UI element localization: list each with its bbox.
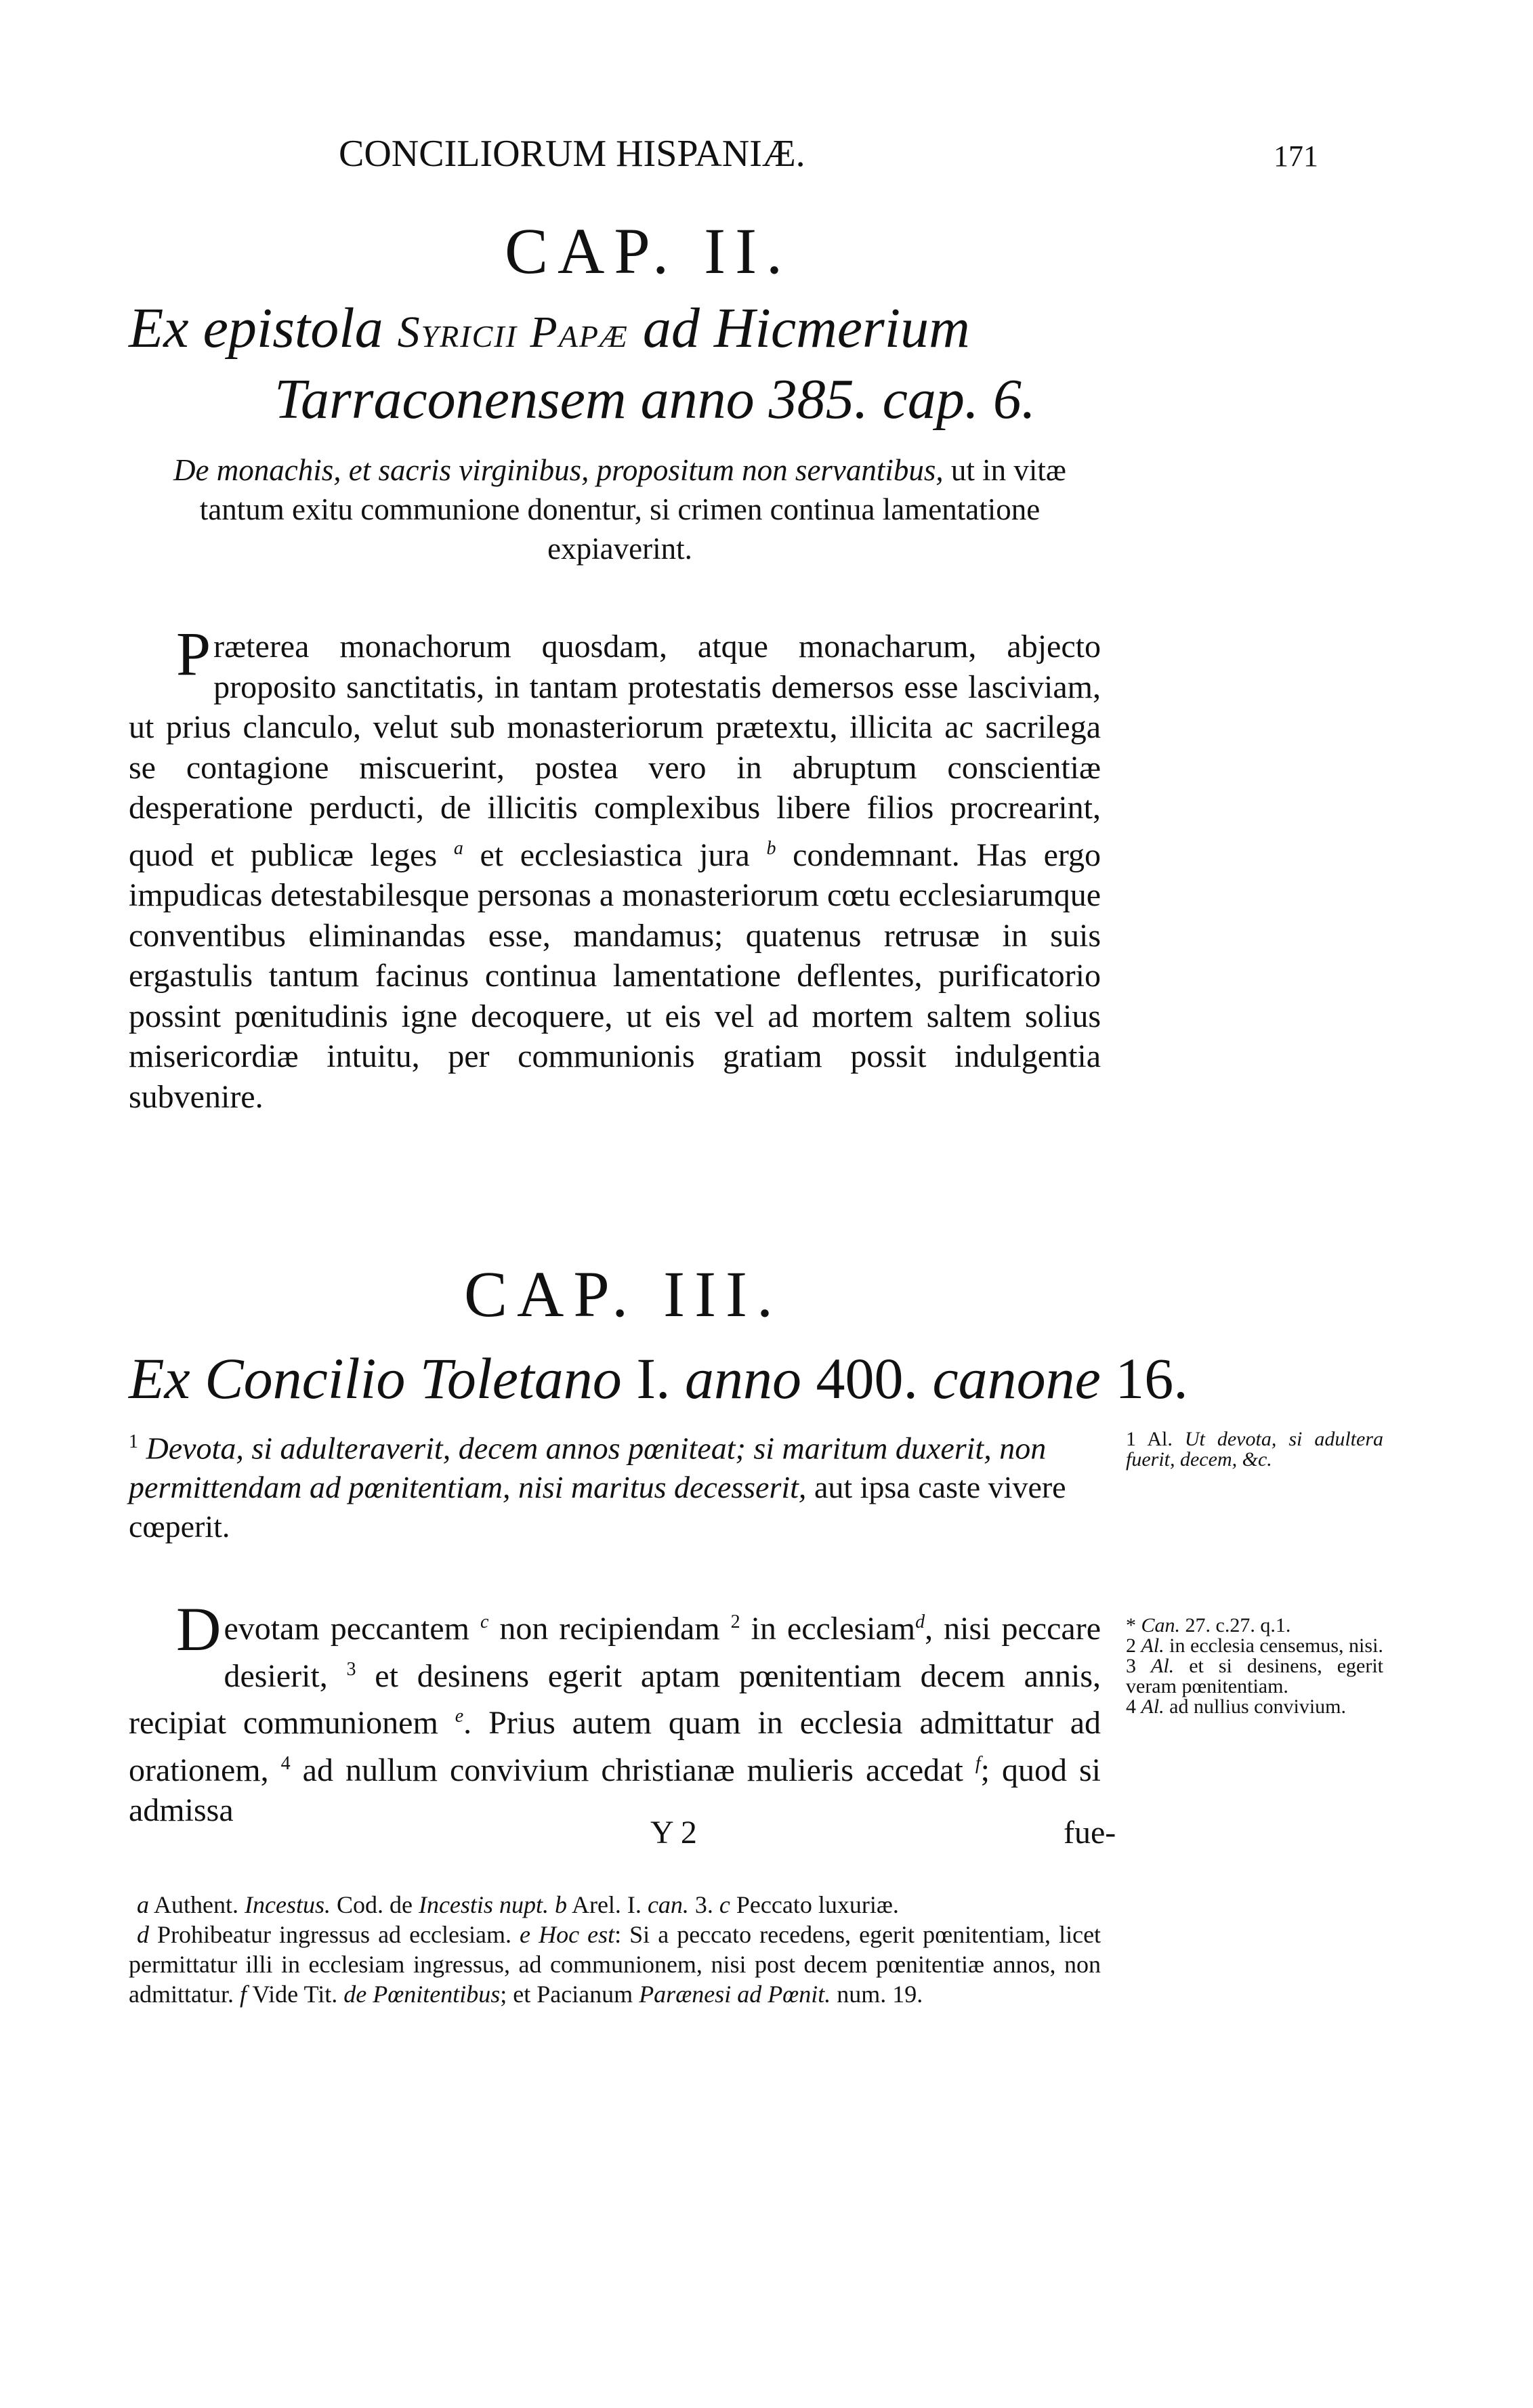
chapter-2-heading-line2: Tarraconensem anno 385. cap. 6. bbox=[274, 368, 1036, 431]
margin-note-number: 1 bbox=[1126, 1428, 1136, 1450]
chapter-2-heading-line1 bbox=[129, 295, 1145, 366]
canon-text bbox=[129, 1422, 1101, 1546]
body-text: ad nullum convivium christianæ mulieris accedat bbox=[302, 1752, 963, 1788]
footnote-text: Vide Tit. bbox=[252, 1981, 338, 2008]
footnote-text: can. bbox=[647, 1891, 689, 1918]
chapter-2-body bbox=[129, 619, 1101, 1117]
margin-note-2 bbox=[1126, 1636, 1383, 1656]
margin-ref-1[interactable]: 1 bbox=[129, 1431, 138, 1452]
footnote-ref-e[interactable]: e bbox=[455, 1706, 464, 1727]
canon-italic: Devota, si adulteraverit, decem annos pœniteat; si maritum duxerit, non permittendam ad pœnitentiam, nisi maritus decesserit, bbox=[129, 1431, 1047, 1505]
chapter-3-body bbox=[129, 1594, 1101, 1831]
body-text: condemnant. Has ergo impudicas detestabilesque personas a monasteriorum cœtu ecclesiarumque conventibus eliminandas esse, mandamus; quatenus retrusæ in suis ergastulis tantum facinus continua lamentatione deflentes, purificatorio possint pœnitudinis igne decoquere, ut eis vel ad mortem saltem solius misericordiæ intuitu, per communionis gratiam possit indulgentia subvenire. bbox=[129, 837, 1101, 1115]
footnotes bbox=[129, 1890, 1101, 2009]
margin-ref-2[interactable]: 2 bbox=[730, 1611, 740, 1632]
footnote-text: Incestus. bbox=[245, 1891, 331, 1918]
margin-ref-4[interactable]: 4 bbox=[280, 1752, 291, 1774]
footnote-text: Parænesi ad Pœnit. bbox=[639, 1981, 831, 2008]
footnote-ref-a[interactable]: a bbox=[453, 837, 463, 859]
margin-note-canon-ref bbox=[1126, 1615, 1383, 1636]
chapter-2-summary bbox=[129, 450, 1111, 568]
margin-note-text: ad nullius convivium. bbox=[1169, 1695, 1346, 1718]
footnote-text: num. 19. bbox=[837, 1981, 923, 2008]
footnote-text: : Si a peccato recedens, egerit pœnitentiam, licet permittatur illi in ecclesiam ingressus, ad communionem, nisi post decem pœnitentiæ annos, non admittatur. bbox=[129, 1921, 1101, 2008]
heading-roman-num: I. bbox=[636, 1346, 671, 1411]
page-number: 171 bbox=[1274, 140, 1318, 173]
footnote-text: Cod. de bbox=[336, 1891, 413, 1918]
footnote-text: Peccato luxuriæ. bbox=[736, 1891, 899, 1918]
body-text: non recipiendam bbox=[499, 1611, 720, 1647]
margin-note-number: 3 bbox=[1126, 1655, 1136, 1677]
margin-note-al: Al. bbox=[1147, 1428, 1173, 1450]
margin-note-al: Al. bbox=[1141, 1634, 1164, 1657]
footnote-ref-b[interactable]: b bbox=[766, 837, 776, 859]
footnote-ref-c[interactable]: c bbox=[480, 1611, 489, 1632]
body-text: ; quod si admissa bbox=[129, 1752, 1101, 1828]
body-text: et desinens egerit aptam pœnitentiam decem annis, recipiat communionem bbox=[129, 1657, 1101, 1741]
heading-text: anno bbox=[684, 1346, 801, 1411]
footnote-mark-d: d bbox=[137, 1921, 149, 1948]
chapter-2-label: CAP. II. bbox=[505, 215, 793, 287]
footnote-text: Hoc est bbox=[539, 1921, 615, 1948]
margin-note-text: Ut devota, si adultera fuerit, decem, &c. bbox=[1126, 1428, 1383, 1471]
heading-text: canone bbox=[932, 1346, 1101, 1411]
body-text: , nisi peccare desierit, bbox=[224, 1611, 1101, 1694]
heading-text: Ex Concilio Toletano bbox=[129, 1346, 622, 1411]
heading-year: 400. bbox=[816, 1346, 918, 1411]
footnote-mark-b: b bbox=[554, 1891, 567, 1918]
summary-roman: ut in vitæ tantum exitu communione donentur, si crimen continua lamentatione expiaverint. bbox=[199, 453, 1066, 566]
margin-note-al: Al. bbox=[1151, 1655, 1175, 1677]
footnote-mark-c: c bbox=[719, 1891, 730, 1918]
heading-text: ad Hicmerium bbox=[642, 297, 970, 360]
footnote-text: ; et Pacianum bbox=[500, 1981, 633, 2008]
footnote-text: Arel. I. bbox=[571, 1891, 642, 1918]
canon-roman: aut ipsa caste vivere cœperit. bbox=[129, 1470, 1066, 1544]
margin-note-text: 27. c.27. q.1. bbox=[1185, 1614, 1291, 1636]
heading-author: Syricii Papæ bbox=[397, 308, 629, 357]
footnote-ref-d[interactable]: d bbox=[915, 1611, 925, 1632]
chapter-3-label: CAP. III. bbox=[464, 1258, 783, 1330]
footnote-mark-a: a bbox=[137, 1891, 149, 1918]
summary-italic: De monachis, et sacris virginibus, propositum non servantibus, bbox=[173, 453, 944, 487]
heading-text: Ex epistola bbox=[129, 297, 383, 360]
footnote-text: Prohibeatur ingressus ad ecclesiam. bbox=[157, 1921, 511, 1948]
margin-notes-group bbox=[1126, 1615, 1383, 1717]
body-text: in ecclesiam bbox=[751, 1611, 916, 1647]
margin-note-al: Can. bbox=[1141, 1614, 1181, 1636]
footnote-text: de Pœnitentibus bbox=[343, 1981, 501, 2008]
running-title: CONCILIORUM HISPANIÆ. bbox=[339, 133, 805, 175]
footnote-text: Incestis nupt. bbox=[418, 1891, 549, 1918]
drop-cap: P bbox=[176, 619, 211, 688]
margin-ref-3[interactable]: 3 bbox=[346, 1658, 356, 1680]
body-text: . Prius autem quam in ecclesia admittatur ad orationem, bbox=[129, 1705, 1101, 1788]
margin-note-3 bbox=[1126, 1656, 1383, 1697]
body-text: evotam peccantem bbox=[224, 1611, 469, 1647]
footnote-ref-f[interactable]: f bbox=[975, 1752, 981, 1774]
signature-mark: Y 2 bbox=[650, 1815, 697, 1851]
margin-note-text: in ecclesia censemus, nisi. bbox=[1169, 1634, 1383, 1657]
footnote-text: 3. bbox=[694, 1891, 713, 1918]
footnote-mark-f: f bbox=[239, 1981, 247, 2008]
heading-canon-num: 16. bbox=[1115, 1346, 1188, 1411]
drop-cap: D bbox=[176, 1594, 222, 1664]
chapter-3-heading bbox=[129, 1345, 1188, 1412]
footnote-de bbox=[129, 1920, 1101, 2009]
body-text: et ecclesiastica jura bbox=[480, 837, 750, 873]
margin-note-text: et si desinens, egerit veram pœnitentiam. bbox=[1126, 1655, 1383, 1697]
footnote-mark-e: e bbox=[520, 1921, 531, 1948]
margin-note-number: 2 bbox=[1126, 1634, 1136, 1657]
margin-note-1 bbox=[1126, 1429, 1383, 1470]
body-text: ræterea monachorum quosdam, atque monacharum, abjecto proposito sanctitatis, in tantam protestatis demersos esse lasciviam, ut prius clanculo, velut sub monasteriorum prætextu, illicita ac sacrilega se contagione miscuerint, postea vero in abruptum conscientiæ desperatione perducti, de illicitis complexibus libere filios procrearint, quod et publicæ leges bbox=[129, 629, 1101, 873]
footnote-text: Authent. bbox=[154, 1891, 238, 1918]
margin-note-al: Al. bbox=[1141, 1695, 1164, 1718]
footnote-line-abc bbox=[129, 1890, 1101, 1920]
asterisk-icon: * bbox=[1126, 1614, 1136, 1636]
margin-note-number: 4 bbox=[1126, 1695, 1136, 1718]
margin-note-4 bbox=[1126, 1697, 1383, 1717]
catchword: fue- bbox=[1064, 1815, 1116, 1851]
